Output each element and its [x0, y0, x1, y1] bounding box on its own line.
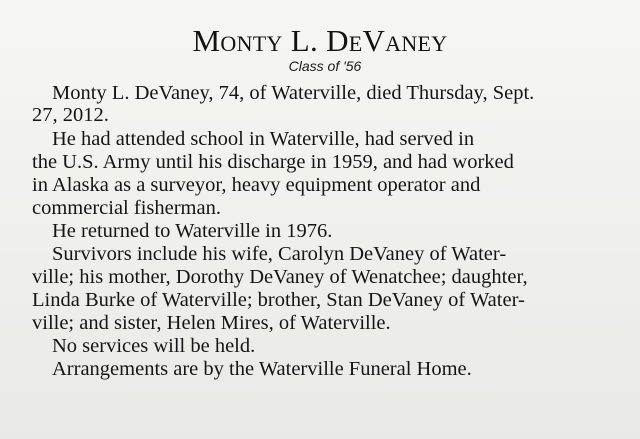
obituary-line: the U.S. Army until his discharge in 1959, and had worked: [32, 151, 514, 173]
obituary-line: Arrangements are by the Waterville Funeral Home.: [52, 358, 472, 380]
obituary-line: He had attended school in Waterville, had served in: [52, 128, 475, 150]
obituary-line: ville; and sister, Helen Mires, of Waterville.: [32, 312, 391, 334]
obituary-line: Linda Burke of Waterville; brother, Stan DeVaney of Water-: [32, 289, 525, 311]
obituary-line: No services will be held.: [52, 335, 256, 357]
obituary-line: Survivors include his wife, Carolyn DeVaney of Water-: [52, 243, 507, 265]
obituary-line: ville; his mother, Dorothy DeVaney of Wenatchee; daughter,: [32, 266, 528, 288]
obituary-line: commercial fisherman.: [32, 197, 221, 219]
obituary-line: Monty L. DeVaney, 74, of Waterville, died Thursday, Sept.: [52, 82, 535, 104]
obituary-title: Monty L. DeVaney: [192, 23, 448, 58]
obituary-line: in Alaska as a surveyor, heavy equipment operator and: [32, 174, 481, 196]
obituary-line: 27, 2012.: [32, 104, 109, 126]
obituary-line: He returned to Waterville in 1976.: [52, 220, 333, 242]
obituary-subtitle: Class of '56: [288, 58, 362, 74]
